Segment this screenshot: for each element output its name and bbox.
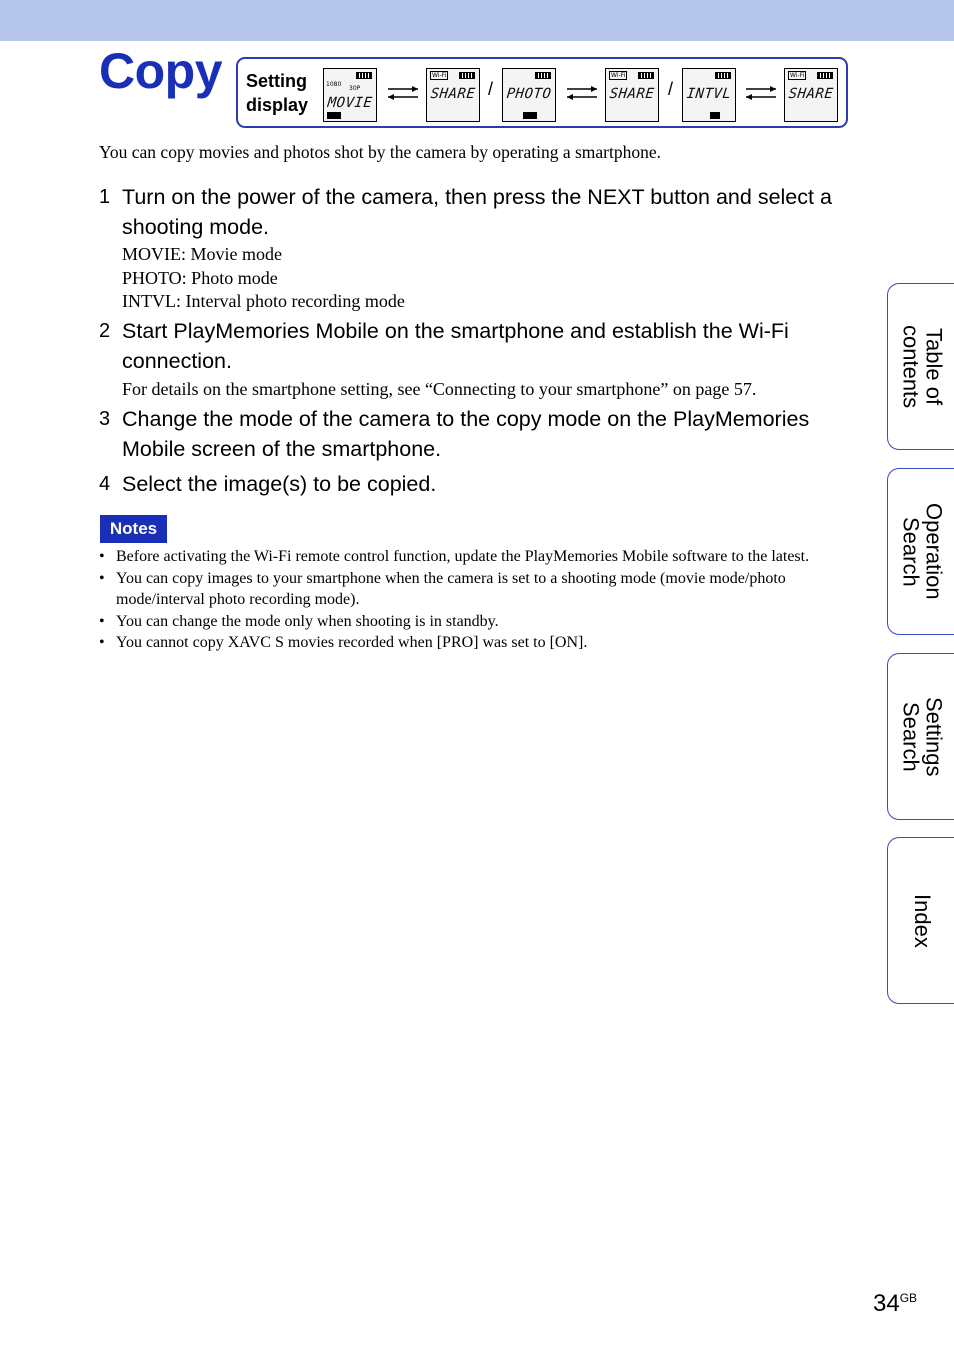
battery-icon bbox=[817, 72, 833, 79]
lcd-screen-intvl bbox=[682, 68, 736, 122]
mode-detail-intvl: INTVL: Interval photo recording mode bbox=[122, 291, 405, 311]
setting-display-panel bbox=[236, 57, 848, 128]
note-item: • You can copy images to your smartphone when the camera is set to a shooting mode (movie mode/photo mode/interval photo recording mode). bbox=[99, 568, 854, 611]
lcd-mode-word: SHARE bbox=[608, 86, 656, 102]
step-text: Select the image(s) to be copied. bbox=[122, 472, 437, 496]
step-2-detail: For details on the smartphone setting, see “Connecting to your smartphone” on page 57. bbox=[122, 379, 757, 399]
lcd-screen-share bbox=[784, 68, 838, 122]
wifi-icon: Wi-Fi bbox=[432, 72, 447, 79]
mode-detail-movie: MOVIE: Movie mode bbox=[122, 244, 282, 264]
tab-index[interactable] bbox=[887, 837, 954, 1004]
note-item: • You can change the mode only when shooting is in standby. bbox=[99, 611, 854, 633]
separator-slash: / bbox=[488, 79, 494, 99]
lcd-screen-photo bbox=[502, 68, 556, 122]
setting-label-line1: Setting bbox=[246, 71, 307, 91]
movie-mode-icon bbox=[327, 112, 341, 119]
page-number-value: 34 bbox=[873, 1290, 900, 1317]
step-number: 2 bbox=[99, 320, 111, 342]
battery-icon bbox=[638, 72, 654, 79]
note-item: • You cannot copy XAVC S movies recorded when [PRO] was set to [ON]. bbox=[99, 632, 854, 654]
tab-settings-search[interactable] bbox=[887, 653, 954, 820]
lcd-mode-word: INTVL bbox=[685, 86, 733, 102]
tab-label: Index bbox=[910, 893, 935, 948]
page-number-suffix: GB bbox=[899, 1291, 918, 1305]
step-number: 1 bbox=[99, 186, 111, 208]
lcd-mode-word: SHARE bbox=[429, 86, 477, 102]
lcd-mode-word: PHOTO bbox=[505, 86, 553, 102]
page-title: Copy bbox=[99, 43, 222, 99]
mode-detail-photo: PHOTO: Photo mode bbox=[122, 268, 278, 288]
step-number: 3 bbox=[99, 408, 111, 430]
notes-list bbox=[99, 546, 854, 654]
lcd-screen-share bbox=[605, 68, 659, 122]
switch-arrows-icon bbox=[565, 84, 599, 102]
note-item: • Before activating the Wi-Fi remote control function, update the PlayMemories Mobile software to the latest. bbox=[99, 546, 854, 568]
switch-arrows-icon bbox=[386, 84, 420, 102]
separator-slash: / bbox=[668, 79, 674, 99]
tab-operation-search[interactable] bbox=[887, 468, 954, 635]
battery-icon bbox=[715, 72, 731, 79]
step-text: Change the mode of the camera to the copy mode on the PlayMemories Mobile screen of the smartphone. bbox=[122, 407, 810, 461]
switch-arrows-icon bbox=[744, 84, 778, 102]
camera-icon bbox=[523, 112, 537, 119]
lcd-mode-word: SHARE bbox=[787, 86, 835, 102]
notes-badge: Notes bbox=[100, 515, 167, 543]
battery-icon bbox=[535, 72, 551, 79]
wifi-icon: Wi-Fi bbox=[611, 72, 626, 79]
tab-table-of-contents[interactable] bbox=[887, 283, 954, 450]
battery-icon bbox=[356, 72, 372, 79]
lcd-resolution: 1080 bbox=[326, 81, 342, 88]
tab-label: Operation Search bbox=[898, 503, 947, 600]
lcd-mode-word: MOVIE bbox=[326, 95, 374, 111]
lcd-screen-share bbox=[426, 68, 480, 122]
battery-icon bbox=[459, 72, 475, 79]
step-number: 4 bbox=[99, 473, 111, 495]
setting-label-line2: display bbox=[246, 95, 309, 115]
page-number bbox=[873, 1289, 917, 1319]
step-text: Start PlayMemories Mobile on the smartphone and establish the Wi-Fi connection. bbox=[122, 319, 789, 373]
step-text: Turn on the power of the camera, then press the NEXT button and select a shooting mode. bbox=[122, 185, 832, 239]
intro-paragraph: You can copy movies and photos shot by the camera by operating a smartphone. bbox=[99, 142, 661, 162]
header-band bbox=[0, 0, 954, 41]
interval-icon bbox=[710, 112, 720, 119]
lcd-screen-movie bbox=[323, 68, 377, 122]
setting-display-label bbox=[246, 69, 320, 117]
tab-label: Table of contents bbox=[898, 324, 947, 409]
wifi-icon: Wi-Fi bbox=[790, 72, 805, 79]
tab-label: Settings Search bbox=[898, 696, 947, 777]
lcd-framerate: 30P bbox=[349, 85, 361, 92]
